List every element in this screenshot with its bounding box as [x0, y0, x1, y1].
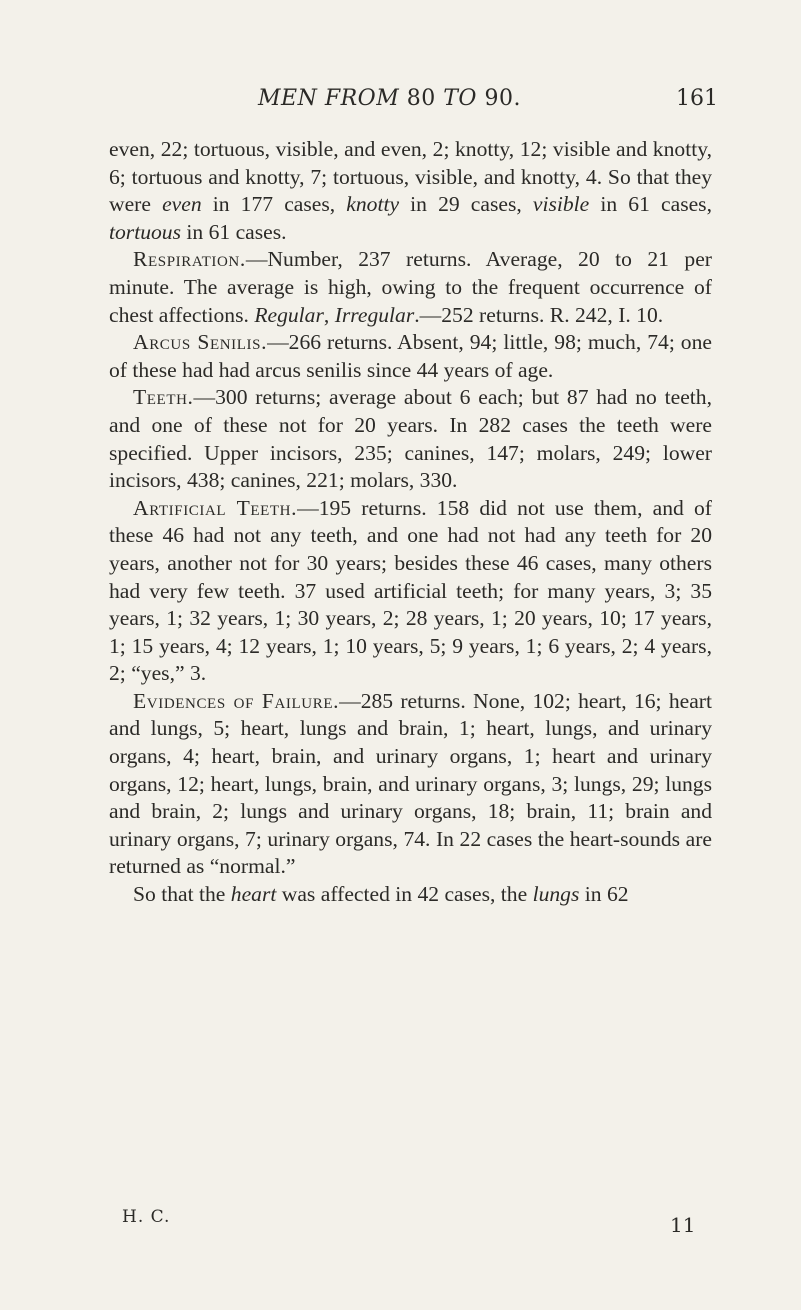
paragraph-pulse-summary: even, 22; tortuous, visible, and even, 2; knotty, 12; visible and knotty, 6; tortuous and knotty, 7; tortuous, visible, and knotty, 4. So that they were even in 177 cases, knotty in 29 cases, visible in 61 cases, tortuous in 61 cases. [109, 137, 712, 244]
running-head-part: TO [443, 86, 477, 111]
section-heading: Respiration. [133, 247, 246, 272]
signature-number: 11 [670, 1213, 696, 1237]
signature-mark: H. C. [122, 1207, 171, 1227]
paragraph-summary: So that the heart was affected in 42 cases, the lungs in 62 [133, 882, 629, 907]
paragraph-evidences-of-failure: Evidences of Failure.—285 returns. None, 102; heart, 16; heart and lungs, 5; heart, lungs and brain, 1; heart, lungs, and urinary organs, 4; heart, brain, and urinary organs, 1; heart and urinary organs, 12; heart, lungs, brain, and urinary organs, 3; lungs, 29; lungs and brain, 2; lungs and urinary organs, 18; brain, 11; brain and urinary organs, 7; urinary organs, 74. In 22 cases the heart-sounds are returned as “normal.” [109, 688, 712, 879]
body-text [109, 136, 712, 909]
section-heading: Arcus Senilis. [133, 330, 268, 355]
page-footer [0, 1207, 801, 1243]
running-head-part: 80 [406, 86, 436, 111]
paragraph-respiration: Respiration.—Number, 237 returns. Average, 20 to 21 per minute. The average is high, owing to the frequent occurrence of chest affections. Regular, Irregular.—252 returns. R. 242, I. 10. [109, 247, 712, 327]
page-header [0, 86, 801, 116]
section-heading: Teeth. [133, 385, 194, 410]
running-head [258, 86, 521, 111]
running-head-part: MEN FROM [258, 86, 400, 111]
running-head-part: 90. [484, 86, 521, 111]
section-heading: Artificial Teeth. [133, 495, 298, 520]
paragraph-arcus-senilis: Arcus Senilis.—266 returns. Absent, 94; little, 98; much, 74; one of these had had arcus senilis since 44 years of age. [109, 330, 712, 382]
section-heading: Evidences of Failure. [133, 688, 340, 713]
paragraph-teeth: Teeth.—300 returns; average about 6 each; but 87 had no teeth, and one of these not for 20 years. In 282 cases the teeth were specified. Upper incisors, 235; canines, 147; molars, 249; lower incisors, 438; canines, 221; molars, 330. [109, 385, 712, 493]
page-number: 161 [676, 86, 718, 111]
paragraph-artificial-teeth: Artificial Teeth.—195 returns. 158 did not use them, and of these 46 had not any teeth, and one had not had any teeth for 20 years, another not for 30 years; besides these 46 cases, many others had very few teeth. 37 used artificial teeth; for many years, 3; 35 years, 1; 32 years, 1; 30 years, 2; 28 years, 1; 20 years, 10; 17 years, 1; 15 years, 4; 12 years, 1; 10 years, 5; 9 years, 1; 6 years, 2; 4 years, 2; “yes,” 3. [109, 495, 712, 686]
